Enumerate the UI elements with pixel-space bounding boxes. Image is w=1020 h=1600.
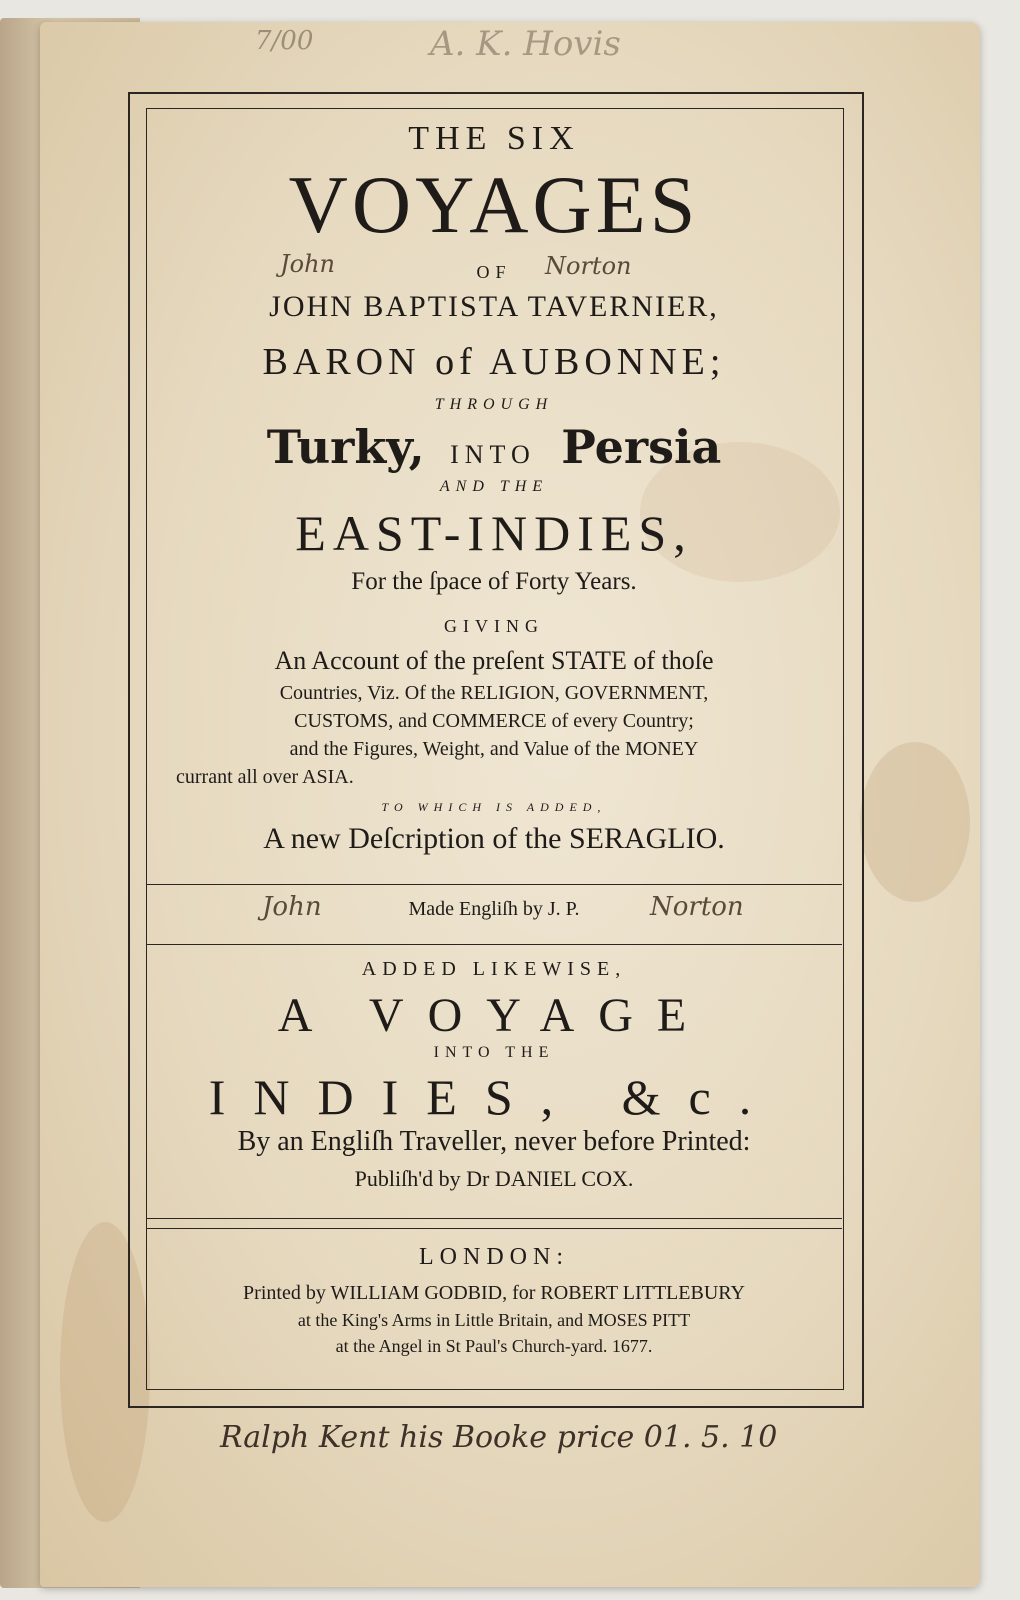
handwritten-john-mid: John: [262, 892, 322, 922]
title-east-indies: EAST-INDIES,: [295, 505, 693, 561]
handwritten-norton: Norton: [545, 252, 632, 280]
title-baron: BARON of AUBONNE;: [262, 341, 726, 383]
title-to-which-is-added: TO WHICH IS ADDED,: [381, 800, 607, 814]
imprint-line-1: Printed by WILLIAM GODBID, for ROBERT LITTLEBURY: [243, 1282, 745, 1304]
title-seraglio: A new Deſcription of the SERAGLIO.: [263, 822, 725, 855]
imprint-line-2: at the King's Arms in Little Britain, and MOSES PITT: [297, 1310, 691, 1330]
title-of: OF: [476, 262, 512, 282]
english-traveller-line: By an Engliſh Traveller, never before Printed:: [237, 1126, 751, 1157]
title-author: JOHN BAPTISTA TAVERNIER,: [269, 290, 719, 323]
title-and-the: AND THE: [439, 478, 549, 495]
account-line-2: Countries, Viz. Of the RELIGION, GOVERNMENT,: [279, 682, 709, 704]
title-indies: INDIES, &c.: [208, 1069, 780, 1125]
handwritten-owner-top: A. K. Hovis: [430, 24, 621, 64]
foxing-stain: [860, 742, 970, 902]
handwritten-ownership-inscription: Ralph Kent his Booke price 01. 5. 10: [220, 1420, 778, 1455]
translator-line: Made Engliſh by J. P.: [408, 898, 580, 920]
title-into-the: INTO THE: [433, 1044, 555, 1061]
account-line-3: CUSTOMS, and COMMERCE of every Country;: [294, 710, 694, 732]
handwritten-norton-mid: Norton: [650, 892, 744, 922]
added-likewise: ADDED LIKEWISE,: [361, 958, 627, 980]
imprint-london: LONDON:: [419, 1244, 569, 1270]
title-forty-years: For the ſpace of Forty Years.: [351, 568, 637, 595]
account-line-1: An Account of the preſent STATE of thoſe: [274, 646, 714, 675]
published-by-line: Publiſh'd by Dr DANIEL COX.: [354, 1166, 634, 1191]
divider-rule: [146, 944, 842, 945]
title-voyages: VOYAGES: [288, 159, 700, 250]
title-turky-persia: [146, 420, 842, 474]
account-line-4: and the Figures, Weight, and Value of the MONEY: [289, 738, 699, 760]
title-line-the-six: THE SIX: [408, 120, 580, 157]
imprint-line-3: at the Angel in St Paul's Church-yard. 1677.: [335, 1336, 653, 1356]
divider-rule: [146, 1218, 842, 1219]
title-a-voyage: A VOYAGE: [277, 989, 711, 1042]
title-giving: GIVING: [444, 616, 544, 636]
title-into: INTO: [450, 440, 536, 469]
handwritten-price: 7/00: [255, 26, 314, 56]
title-turky: Turky,: [266, 420, 425, 474]
account-line-5: currant all over ASIA.: [176, 766, 354, 788]
divider-rule: [146, 884, 842, 885]
title-through: THROUGH: [434, 396, 554, 413]
title-persia: Persia: [561, 420, 722, 474]
divider-rule: [146, 1228, 842, 1229]
handwritten-john: John: [280, 250, 335, 278]
